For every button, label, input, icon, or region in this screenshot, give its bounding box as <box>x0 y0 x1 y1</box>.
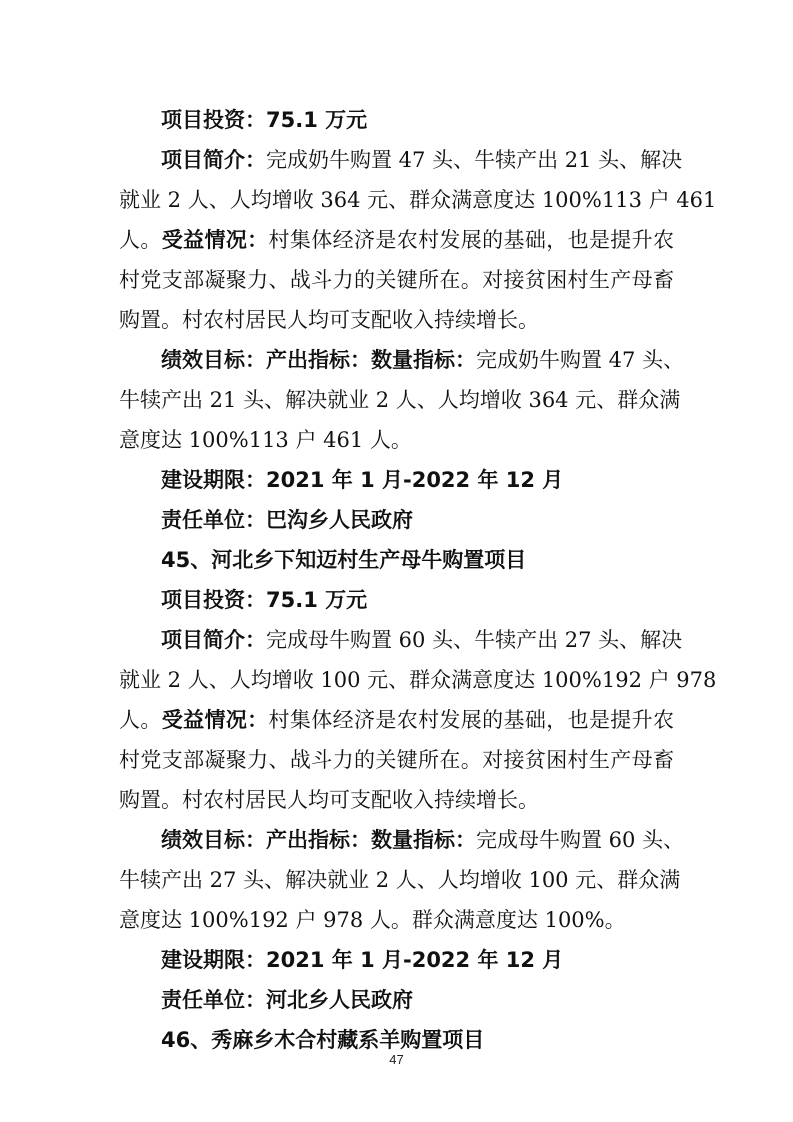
paragraph-line: 牛犊产出 27 头、解决就业 2 人、人均增收 100 元、群众满 <box>119 868 681 892</box>
paragraph-line: 人。受益情况：村集体经济是农村发展的基础，也是提升农 <box>119 228 675 252</box>
paragraph-line: 责任单位：河北乡人民政府 <box>161 988 413 1012</box>
paragraph-line: 购置。村农村居民人均可支配收入持续增长。 <box>119 308 539 332</box>
paragraph-line: 购置。村农村居民人均可支配收入持续增长。 <box>119 788 539 812</box>
paragraph-line: 建设期限：2021 年 1 月-2022 年 12 月 <box>161 468 564 492</box>
paragraph-line: 村党支部凝聚力、战斗力的关键所在。对接贫困村生产母畜 <box>119 268 674 292</box>
paragraph-line: 责任单位：巴沟乡人民政府 <box>161 508 413 532</box>
section-heading: 46、秀麻乡木合村藏系羊购置项目 <box>161 1028 485 1052</box>
paragraph-line: 项目简介：完成母牛购置 60 头、牛犊产出 27 头、解决 <box>161 628 683 652</box>
paragraph-line: 村党支部凝聚力、战斗力的关键所在。对接贫困村生产母畜 <box>119 748 674 772</box>
paragraph-line: 项目投资：75.1 万元 <box>161 588 368 612</box>
paragraph-line: 就业 2 人、人均增收 364 元、群众满意度达 100%113 户 461 <box>119 188 717 212</box>
paragraph-line: 牛犊产出 21 头、解决就业 2 人、人均增收 364 元、群众满 <box>119 388 681 412</box>
paragraph-line: 项目投资：75.1 万元 <box>161 108 368 132</box>
paragraph-line: 意度达 100%192 户 978 人。群众满意度达 100%。 <box>119 908 626 932</box>
paragraph-line: 绩效目标：产出指标：数量指标：完成母牛购置 60 头、 <box>161 828 685 852</box>
section-heading: 45、河北乡下知迈村生产母牛购置项目 <box>161 548 527 572</box>
paragraph-line: 绩效目标：产出指标：数量指标：完成奶牛购置 47 头、 <box>161 348 685 372</box>
page-number: 47 <box>389 1052 404 1067</box>
paragraph-line: 意度达 100%113 户 461 人。 <box>119 428 412 452</box>
paragraph-line: 就业 2 人、人均增收 100 元、群众满意度达 100%192 户 978 <box>119 668 717 692</box>
paragraph-line: 建设期限：2021 年 1 月-2022 年 12 月 <box>161 948 564 972</box>
paragraph-line: 人。受益情况：村集体经济是农村发展的基础，也是提升农 <box>119 708 675 732</box>
paragraph-line: 项目简介：完成奶牛购置 47 头、牛犊产出 21 头、解决 <box>161 148 683 172</box>
